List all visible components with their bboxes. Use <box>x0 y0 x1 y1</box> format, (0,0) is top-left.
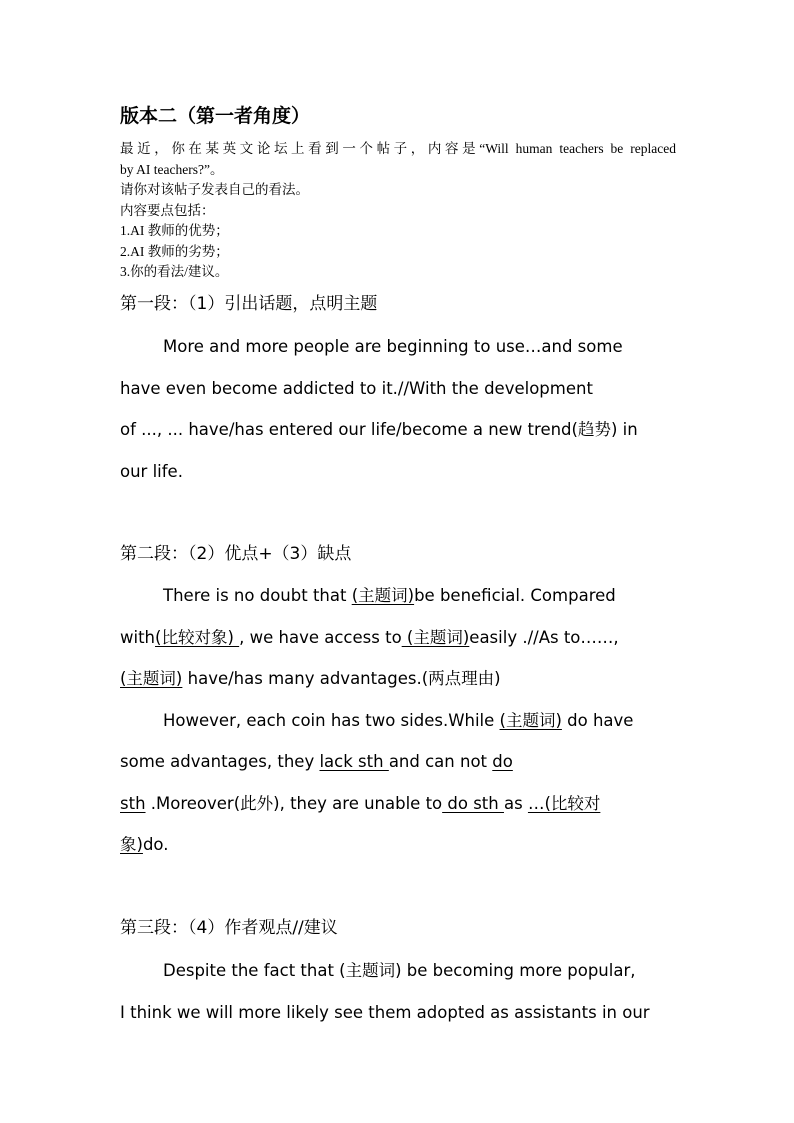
placeholder-topic: (主题词) <box>120 669 183 688</box>
writing-prompt <box>120 139 676 283</box>
section-heading-2: 第二段：（2）优点+（3）缺点 <box>120 544 352 564</box>
prompt-line: 请你对该帖子发表自己的看法。 <box>120 182 309 197</box>
section-heading-3: 第三段：（4）作者观点//建议 <box>120 918 338 938</box>
text-run: There is no doubt that <box>163 586 352 605</box>
text-run: do. <box>142 835 169 854</box>
section-body-3 <box>120 950 680 1033</box>
text-run: do have <box>561 710 634 730</box>
prompt-point: 3.你的看法/建议。 <box>120 264 229 279</box>
text-line <box>120 617 680 659</box>
text-line <box>120 783 680 825</box>
placeholder-comparison: 象) <box>120 835 143 854</box>
prompt-line: 最近，你在某英文论坛上看到一个帖子，内容是“Will human teachers be replaced <box>120 141 676 156</box>
text-line: of ..., ... have/has entered our life/become a new trend(趋势) in <box>120 420 638 439</box>
text-line <box>120 741 680 783</box>
text-run: with <box>120 627 156 647</box>
prompt-line: by AI teachers?”。 <box>120 161 224 177</box>
section-body-1 <box>120 326 680 492</box>
page-title: 版本二（第一者角度） <box>120 105 311 127</box>
placeholder-topic: (主题词) <box>401 627 470 647</box>
placeholder-do: do <box>492 752 513 771</box>
text-run: and can not <box>388 752 493 771</box>
placeholder-comparison: (比较对象) <box>155 627 240 647</box>
text-line <box>120 824 680 866</box>
prompt-point: 1.AI 教师的优势； <box>120 223 229 238</box>
text-line <box>120 575 680 617</box>
text-run: easily .//As to……, <box>469 627 619 647</box>
placeholder-sth: sth <box>120 793 146 813</box>
placeholder-topic: (主题词) <box>351 586 415 605</box>
text-run: have/has many advantages.(两点理由) <box>182 669 501 688</box>
text-line <box>120 658 680 700</box>
text-line: Despite the fact that (主题词) be becoming more popular, <box>163 961 636 980</box>
text-run: as <box>503 793 528 813</box>
text-run: be beneficial. Compared <box>414 586 616 605</box>
text-run: .Moreover(此外), they are unable to <box>145 793 443 813</box>
placeholder-lack: lack sth <box>319 752 389 771</box>
text-line: More and more people are beginning to use…and some <box>163 337 623 356</box>
text-run: some advantages, they <box>120 752 320 771</box>
text-line: I think we will more likely see them adopted as assistants in our <box>120 1002 650 1022</box>
prompt-line: 内容要点包括： <box>120 202 215 218</box>
section-body-2 <box>120 575 680 866</box>
text-run: However, each coin has two sides.While <box>163 710 500 730</box>
placeholder-topic: (主题词) <box>499 710 562 730</box>
placeholder-comparison: …(比较对 <box>527 793 601 813</box>
text-run: , we have access to <box>239 627 402 647</box>
text-line: have even become addicted to it.//With the development <box>120 378 593 398</box>
section-heading-1: 第一段：（1）引出话题，点明主题 <box>120 294 378 314</box>
text-line <box>120 700 680 742</box>
placeholder-do-sth: do sth <box>442 793 504 813</box>
text-line: our life. <box>120 461 183 481</box>
prompt-point: 2.AI 教师的劣势； <box>120 243 229 259</box>
